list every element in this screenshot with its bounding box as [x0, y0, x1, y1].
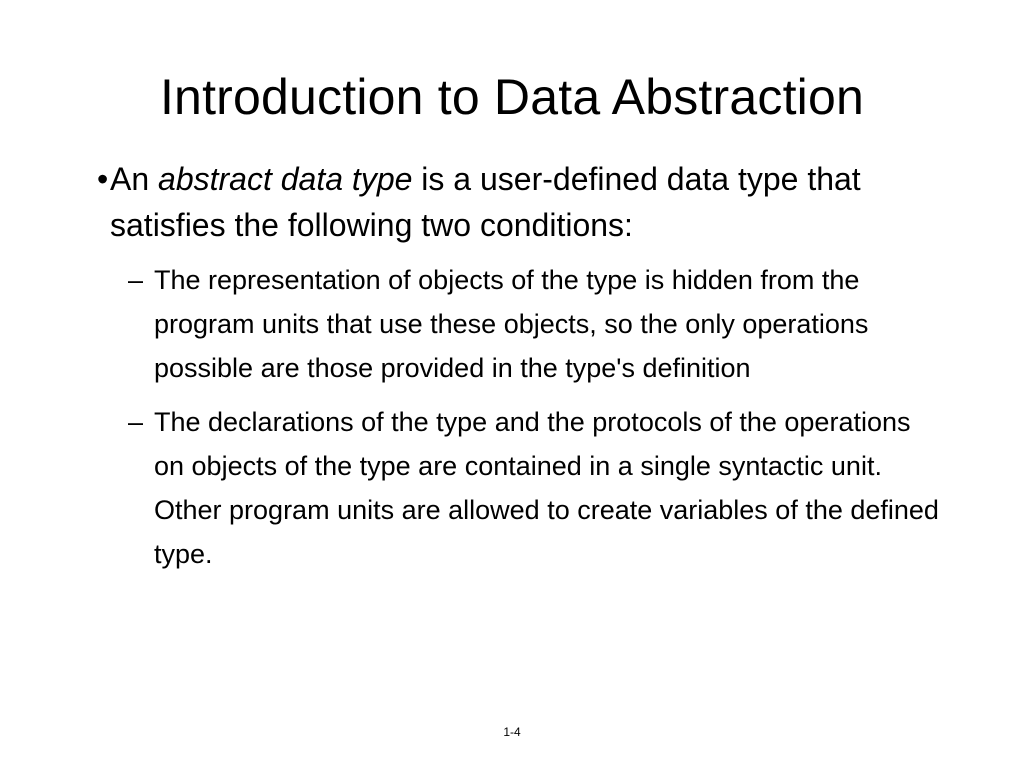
- bullet-prefix: An: [110, 161, 159, 197]
- page-number: 1-4: [503, 725, 521, 739]
- sub-bullet-item: [128, 400, 944, 576]
- bullet-emphasis: abstract data type: [158, 161, 413, 197]
- bullet-item: [97, 156, 950, 248]
- bullet-text: [110, 156, 950, 248]
- sub-bullet-text: The declarations of the type and the protocols of the operations on objects of the type are contained in a single syntactic unit. Other program units are allowed to create variables of the defined type.: [154, 407, 939, 569]
- sub-bullet-item: [128, 258, 944, 390]
- sub-bullet-text: The representation of objects of the type is hidden from the program units that use these objects, so the only operations possible are those provided in the type's definition: [154, 265, 869, 383]
- slide-title: Introduction to Data Abstraction: [159, 69, 865, 125]
- slide-body: [97, 156, 950, 584]
- bullet-suffix: is a user-defined data type that satisfies the following two conditions:: [110, 161, 861, 243]
- sub-bullet-marker: –: [128, 265, 144, 295]
- sub-bullet-marker: –: [128, 407, 144, 437]
- bullet-marker: •: [97, 161, 109, 197]
